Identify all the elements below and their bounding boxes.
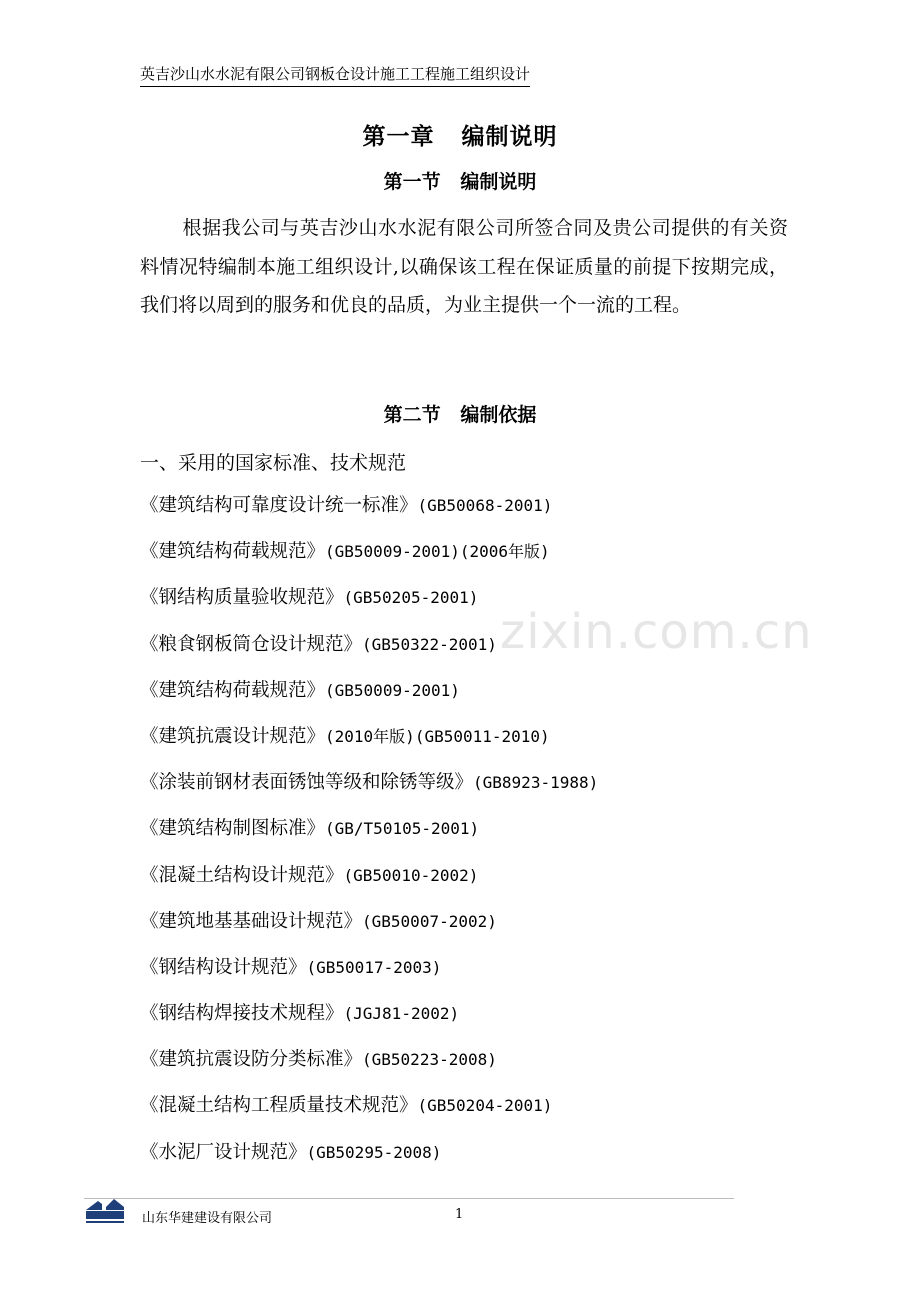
standard-code: (GB50009-2001)(2006年版): [325, 542, 550, 562]
standard-name: 《涂装前钢材表面锈蚀等级和除锈等级》: [140, 772, 474, 794]
list-item: [140, 861, 598, 907]
list-item: [140, 768, 598, 814]
standard-name: 《建筑抗震设计规范》: [140, 725, 326, 747]
company-logo-icon: [84, 1196, 126, 1226]
standard-name: 《水泥厂设计规范》: [140, 1141, 307, 1163]
standard-code: (GB50322-2001): [362, 634, 497, 654]
list-item: [140, 722, 598, 768]
standard-code: (GB50010-2002): [343, 865, 479, 885]
page-number: 1: [455, 1207, 464, 1222]
list-item: [140, 676, 598, 722]
running-header: 英吉沙山水水泥有限公司钢板仓设计施工工程施工组织设计: [140, 64, 530, 87]
list-item: [140, 907, 598, 953]
list-item: [140, 537, 598, 583]
standard-code: (GB/T50105-2001): [325, 819, 480, 839]
standard-code: (GB50223-2008): [362, 1050, 497, 1070]
list-item: [140, 814, 598, 860]
standard-code: (GB50205-2001): [343, 588, 479, 608]
standards-list: [140, 491, 598, 1184]
standard-code: (GB50295-2008): [306, 1142, 442, 1162]
list-item: [140, 1091, 598, 1137]
footer-divider: [84, 1198, 734, 1199]
standards-subheading: 一、采用的国家标准、技术规范: [140, 452, 407, 474]
section-title-1: 第一节 编制说明: [383, 171, 537, 193]
list-item: [140, 953, 598, 999]
standard-name: 《建筑结构制图标准》: [140, 818, 326, 840]
standard-code: (GB50068-2001): [417, 496, 553, 515]
intro-text: 根据我公司与英吉沙山水水泥有限公司所签合同及贵公司提供的有关资料情况特编制本施工组织设计,以确保该工程在保证质量的前提下按期完成，我们将以周到的服务和优良的品质，为业主提供一个一流的工程。: [140, 217, 788, 316]
list-item: [140, 1045, 598, 1091]
list-item: [140, 491, 598, 537]
standard-name: 《粮食钢板筒仓设计规范》: [140, 633, 363, 655]
standard-code: (JGJ81-2002): [343, 1004, 460, 1024]
standard-code: (GB50017-2003): [306, 957, 442, 977]
footer-company: 山东华建建设有限公司: [142, 1211, 273, 1226]
standard-name: 《建筑结构荷载规范》: [140, 679, 326, 701]
standard-name: 《建筑结构可靠度设计统一标准》: [140, 495, 418, 516]
standard-name: 《建筑地基基础设计规范》: [140, 910, 363, 932]
standard-code: (GB50009-2001): [325, 680, 460, 700]
chapter-title: 第一章 编制说明: [362, 123, 558, 150]
standard-code: (GB50204-2001): [417, 1096, 553, 1116]
standard-name: 《建筑结构荷载规范》: [140, 541, 326, 563]
standard-code: (GB8923-1988): [473, 773, 599, 793]
list-item: [140, 1138, 598, 1184]
standard-name: 《钢结构设计规范》: [140, 956, 307, 978]
standard-name: 《钢结构质量验收规范》: [140, 587, 344, 609]
standard-name: 《钢结构焊接技术规程》: [140, 1003, 344, 1025]
standard-name: 《混凝土结构设计规范》: [140, 864, 344, 886]
list-item: [140, 999, 598, 1045]
standard-code: (GB50007-2002): [362, 911, 497, 931]
standard-name: 《建筑抗震设防分类标准》: [140, 1049, 363, 1071]
section-title-2: 第二节 编制依据: [383, 404, 537, 426]
standard-code: (2010年版)(GB50011-2010): [325, 726, 550, 746]
standard-name: 《混凝土结构工程质量技术规范》: [140, 1095, 418, 1117]
intro-paragraph: [140, 209, 788, 325]
watermark: zixin.com.cn: [500, 604, 813, 660]
